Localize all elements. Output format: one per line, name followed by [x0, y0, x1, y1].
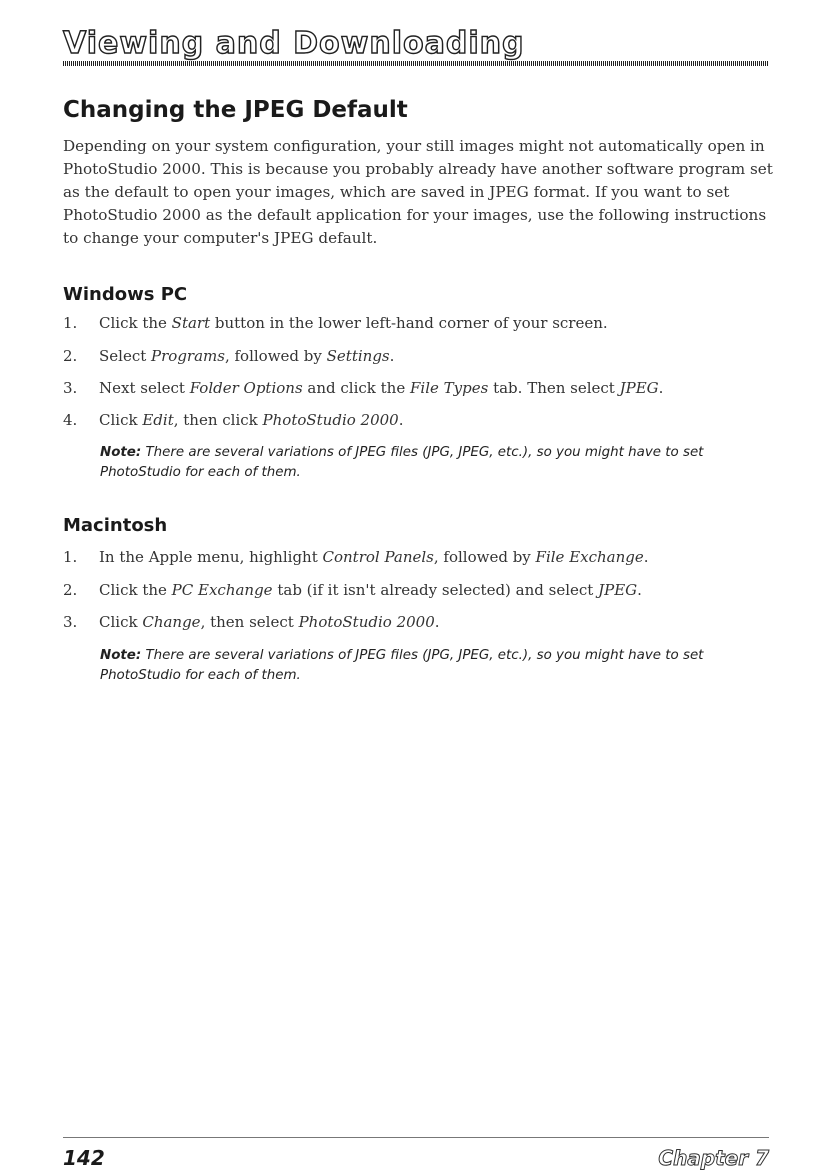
step-number: 1. [63, 548, 78, 566]
step-text-run: , followed by [224, 347, 327, 365]
step-number: 2. [63, 581, 78, 599]
macintosh-note [100, 646, 760, 686]
step-number: 1. [63, 314, 78, 332]
running-header-title: Viewing and Downloading [63, 26, 525, 61]
step-text-run: Next select [99, 379, 190, 397]
header-rule [63, 61, 769, 66]
step-text [99, 578, 642, 602]
ui-term: PhotoStudio 2000 [298, 613, 435, 631]
macintosh-heading: Macintosh [63, 515, 168, 536]
step-text-run: Click the [99, 314, 172, 332]
step-text-run: . [398, 411, 404, 429]
windows-step-2 [63, 344, 783, 368]
step-text [99, 610, 440, 634]
step-text-run: tab (if it isn't already selected) and select [272, 581, 599, 599]
step-text-run: button in the lower left-hand corner of your screen. [210, 314, 608, 332]
ui-term: File Exchange [535, 548, 644, 566]
step-text [99, 376, 663, 400]
step-number: 4. [63, 411, 78, 429]
step-text-run: Click [99, 613, 143, 631]
footer-rule [63, 1137, 769, 1138]
mac-step-2 [63, 578, 783, 602]
page-number: 142 [63, 1146, 105, 1170]
step-text-run: . [434, 613, 440, 631]
step-text-run: Click [99, 411, 143, 429]
step-text-run: . [637, 581, 642, 599]
step-text-run: , then select [200, 613, 299, 631]
step-text-run: Click the [99, 581, 172, 599]
step-text-run: . [389, 347, 395, 365]
step-text [99, 311, 608, 335]
windows-pc-heading: Windows PC [63, 284, 188, 305]
ui-term: JPEG [598, 581, 638, 599]
ui-term: PC Exchange [171, 581, 273, 599]
chapter-label: Chapter 7 [658, 1146, 769, 1170]
note-text: There are several variations of JPEG files (JPG, JPEG, etc.), so you might have to set PhotoStudio for each of them. [100, 648, 704, 683]
ui-term: Change [142, 613, 201, 631]
ui-term: Start [171, 314, 211, 332]
step-text-run: Select [99, 347, 152, 365]
ui-term: Edit [142, 411, 174, 429]
ui-term: JPEG [619, 379, 659, 397]
step-text [99, 408, 404, 432]
step-text-run: , then click [173, 411, 263, 429]
step-number: 2. [63, 347, 78, 365]
mac-step-1 [63, 545, 783, 569]
step-text [99, 545, 649, 569]
step-text-run: . [658, 379, 664, 397]
section-title: Changing the JPEG Default [63, 97, 408, 123]
note-text: There are several variations of JPEG files (JPG, JPEG, etc.), so you might have to set PhotoStudio for each of them. [100, 445, 704, 480]
windows-step-1 [63, 311, 783, 335]
ui-term: PhotoStudio 2000 [262, 411, 399, 429]
step-text-run: tab. Then select [488, 379, 620, 397]
ui-term: Programs [151, 347, 225, 365]
note-label: Note: [100, 648, 142, 663]
step-number: 3. [63, 379, 78, 397]
step-text-run: In the Apple menu, highlight [99, 548, 323, 566]
step-number: 3. [63, 613, 78, 631]
windows-note [100, 443, 760, 483]
ui-term: File Types [410, 379, 489, 397]
note-label: Note: [100, 445, 142, 460]
mac-step-3 [63, 610, 783, 634]
step-text-run: . [643, 548, 649, 566]
step-text-run: and click the [302, 379, 410, 397]
ui-term: Control Panels [322, 548, 434, 566]
windows-step-4 [63, 408, 783, 432]
ui-term: Settings [326, 347, 390, 365]
step-text [99, 344, 394, 368]
windows-step-3 [63, 376, 783, 400]
intro-paragraph: Depending on your system configuration, your still images might not automatically open in PhotoStudio 2000. This is because you probably already have another software program set as the default to open your images, which are saved in JPEG format. If you want to set PhotoStudio 2000 as the default application for your images, use the following instructions to change your computer's JPEG default. [63, 137, 773, 247]
ui-term: Folder Options [189, 379, 303, 397]
step-text-run: , followed by [433, 548, 536, 566]
